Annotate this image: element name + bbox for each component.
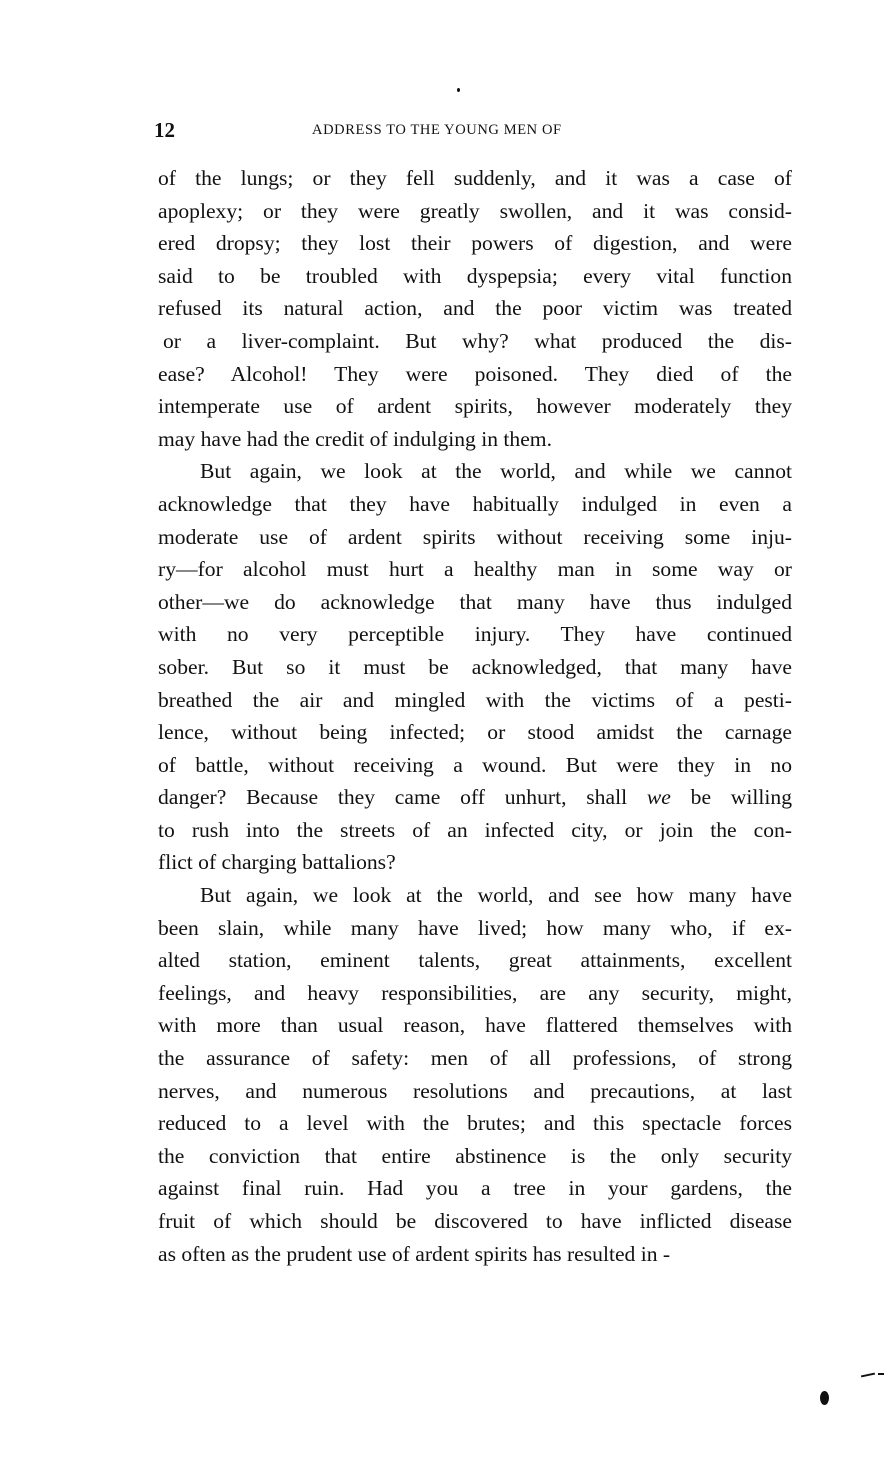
text-line: of battle, without receiving a wound. But were they in no — [158, 752, 792, 777]
text-line: or a liver-complaint. But why? what produced the dis- — [163, 328, 792, 353]
text-line: against final ruin. Had you a tree in your gardens, the — [158, 1176, 792, 1201]
emphasis: we — [646, 785, 671, 810]
text-line: ry—for alcohol must hurt a healthy man in some way or — [158, 557, 792, 582]
text-line: sober. But so it must be acknowledged, that many have — [158, 654, 792, 679]
ink-blot — [820, 1391, 829, 1405]
text-line: flict of charging battalions? — [158, 850, 396, 875]
text-line: moderate use of ardent spirits without receiving some inju- — [158, 524, 792, 549]
text-line: But again, we look at the world, and see how many have — [200, 883, 792, 908]
text-line: with more than usual reason, have flattered themselves with — [158, 1013, 792, 1038]
text-line: fruit of which should be discovered to have inflicted disease — [158, 1209, 792, 1233]
text-line: intemperate use of ardent spirits, however moderately they — [158, 394, 792, 419]
running-title: ADDRESS TO THE YOUNG MEN OF — [312, 122, 562, 138]
text-line: danger? Because they came off unhurt, shall we be willing — [158, 785, 792, 810]
page-number: 12 — [154, 118, 175, 142]
text-line: reduced to a level with the brutes; and this spectacle forces — [158, 1111, 792, 1136]
text-line: But again, we look at the world, and while we cannot — [200, 459, 792, 484]
body-text — [158, 162, 792, 1270]
text-line: feelings, and heavy responsibilities, are any security, might, — [158, 980, 792, 1005]
text-line: ered dropsy; they lost their powers of digestion, and were — [158, 231, 792, 256]
text-line: nerves, and numerous resolutions and precautions, at last — [158, 1078, 792, 1103]
text-line: alted station, eminent talents, great attainments, excellent — [158, 948, 792, 973]
text-line: been slain, while many have lived; how many who, if ex- — [158, 915, 792, 940]
text-line: said to be troubled with dyspepsia; every vital function — [158, 263, 792, 288]
text-line: to rush into the streets of an infected city, or join the con- — [158, 817, 792, 842]
text-line: refused its natural action, and the poor victim was treated — [158, 296, 792, 321]
text-line: acknowledge that they have habitually indulged in even a — [158, 491, 792, 516]
text-line: with no very perceptible injury. They have continued — [158, 622, 792, 647]
text-line: the assurance of safety: men of all professions, of strong — [158, 1046, 792, 1071]
text-line: ease? Alcohol! They were poisoned. They died of the — [158, 361, 792, 386]
scan-mark — [861, 1373, 875, 1378]
text-line: other—we do acknowledge that many have thus indulged — [158, 589, 792, 614]
scan-speck — [457, 88, 460, 92]
text-line: apoplexy; or they were greatly swollen, and it was consid- — [158, 198, 792, 223]
text-line: lence, without being infected; or stood amidst the carnage — [158, 720, 792, 745]
text-line: of the lungs; or they fell suddenly, and it was a case of — [158, 166, 792, 190]
text-line: breathed the air and mingled with the victims of a pesti- — [158, 687, 792, 712]
scan-mark — [878, 1373, 884, 1375]
text-line: may have had the credit of indulging in them. — [158, 426, 552, 451]
text-line: the conviction that entire abstinence is the only security — [158, 1143, 792, 1168]
text-line: as often as the prudent use of ardent spirits has resulted in - — [158, 1241, 671, 1266]
running-head — [154, 118, 794, 142]
